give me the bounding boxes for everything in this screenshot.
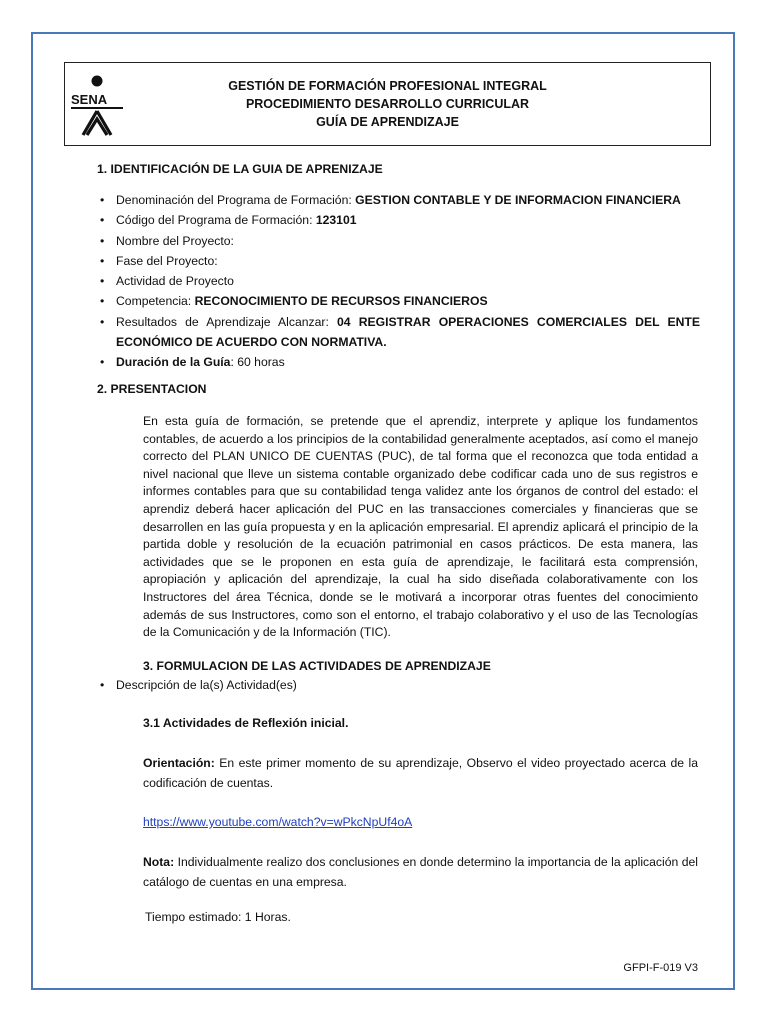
note-paragraph (143, 852, 698, 892)
note-text: Individualmente realizo dos conclusiones en donde determino la importancia de la aplicación del catálogo de cuentas en una empresa. (143, 855, 698, 889)
video-link[interactable]: https://www.youtube.com/watch?v=wPkcNpUf4oA (143, 815, 413, 829)
list-item: • Fase del Proyecto: (100, 251, 700, 271)
header-line-2: PROCEDIMIENTO DESARROLLO CURRICULAR (245, 97, 530, 111)
document-header (64, 62, 711, 146)
orientation-paragraph (143, 753, 698, 793)
identification-list (100, 190, 700, 373)
section-3-title: 3. FORMULACION DE LAS ACTIVIDADES DE APRENDIZAJE (143, 659, 491, 673)
presentation-paragraph: En esta guía de formación, se pretende que el aprendiz, interprete y aplique los fundamentos contables, de acuerdo a los principios de la contabilidad generalmente aceptados, así como el manejo correcto del PLAN UNICO DE CUENTAS (PUC), de tal forma que el reconozca que toda entidad a nivel nacional que lleve un sistema contable organizado debe codificar cada uno de sus registros e informes contables para que su contabilidad tenga validez ante los órganos de control del estado: el aprendiz deberá hacer aplicación del PUC en las transacciones comerciales y financieras que se desarrollen en las guía propuesta y en la aplicación empresarial. El aprendiz aplicará el principio de la partida doble y resolución de la ecuación patrimonial en casos prácticos. De esta manera, las actividades que se le proponen en esta guía de aprendizaje, le facilitará esta comprensión, apropiación y aplicación del aprendizaje, la cual ha sido diseñada colaborativamente con los Instructores del área Técnica, donde se le motivará a incorporar otras fuentes del conocimiento además de sus Instructores, como son el entorno, el trabajo colaborativo y el uso de las Tecnologías de la Comunicación y de la Información (TIC). (143, 414, 698, 640)
orientation-label: Orientación: (143, 756, 215, 770)
estimated-time: Tiempo estimado: 1 Horas. (145, 910, 291, 924)
form-code: GFPI-F-019 V3 (623, 962, 698, 974)
logo-text: SENA (71, 92, 108, 107)
section-1-title: 1. IDENTIFICACIÓN DE LA GUIA DE APRENIZAJE (97, 162, 383, 176)
section-3-1-title: 3.1 Actividades de Reflexión inicial. (143, 716, 349, 730)
header-line-1: GESTIÓN DE FORMACIÓN PROFESIONAL INTEGRAL (228, 79, 547, 93)
list-item: • Código del Programa de Formación: 123101 (100, 210, 700, 230)
list-item: • Resultados de Aprendizaje Alcanzar: 04 REGISTRAR OPERACIONES COMERCIALES DEL ENTE ECONÓMICO DE ACUERDO CON NORMATIVA. (100, 312, 700, 353)
list-item: • Nombre del Proyecto: (100, 231, 700, 251)
activities-list (100, 675, 700, 695)
list-item: • Denominación del Programa de Formación: GESTION CONTABLE Y DE INFORMACION FINANCIERA (100, 190, 700, 210)
orientation-text: En este primer momento de su aprendizaje, Observo el video proyectado acerca de la codificación de cuentas. (143, 756, 698, 790)
header-line-3: GUÍA DE APRENDIZAJE (316, 115, 459, 129)
list-item: • Duración de la Guía: 60 horas (100, 352, 700, 372)
list-item: • Competencia: RECONOCIMIENTO DE RECURSOS FINANCIEROS (100, 291, 700, 311)
list-item: • Descripción de la(s) Actividad(es) (100, 675, 700, 695)
list-item: • Actividad de Proyecto (100, 271, 700, 291)
note-label: Nota: (143, 855, 175, 869)
section-2-title: 2. PRESENTACION (97, 382, 207, 396)
